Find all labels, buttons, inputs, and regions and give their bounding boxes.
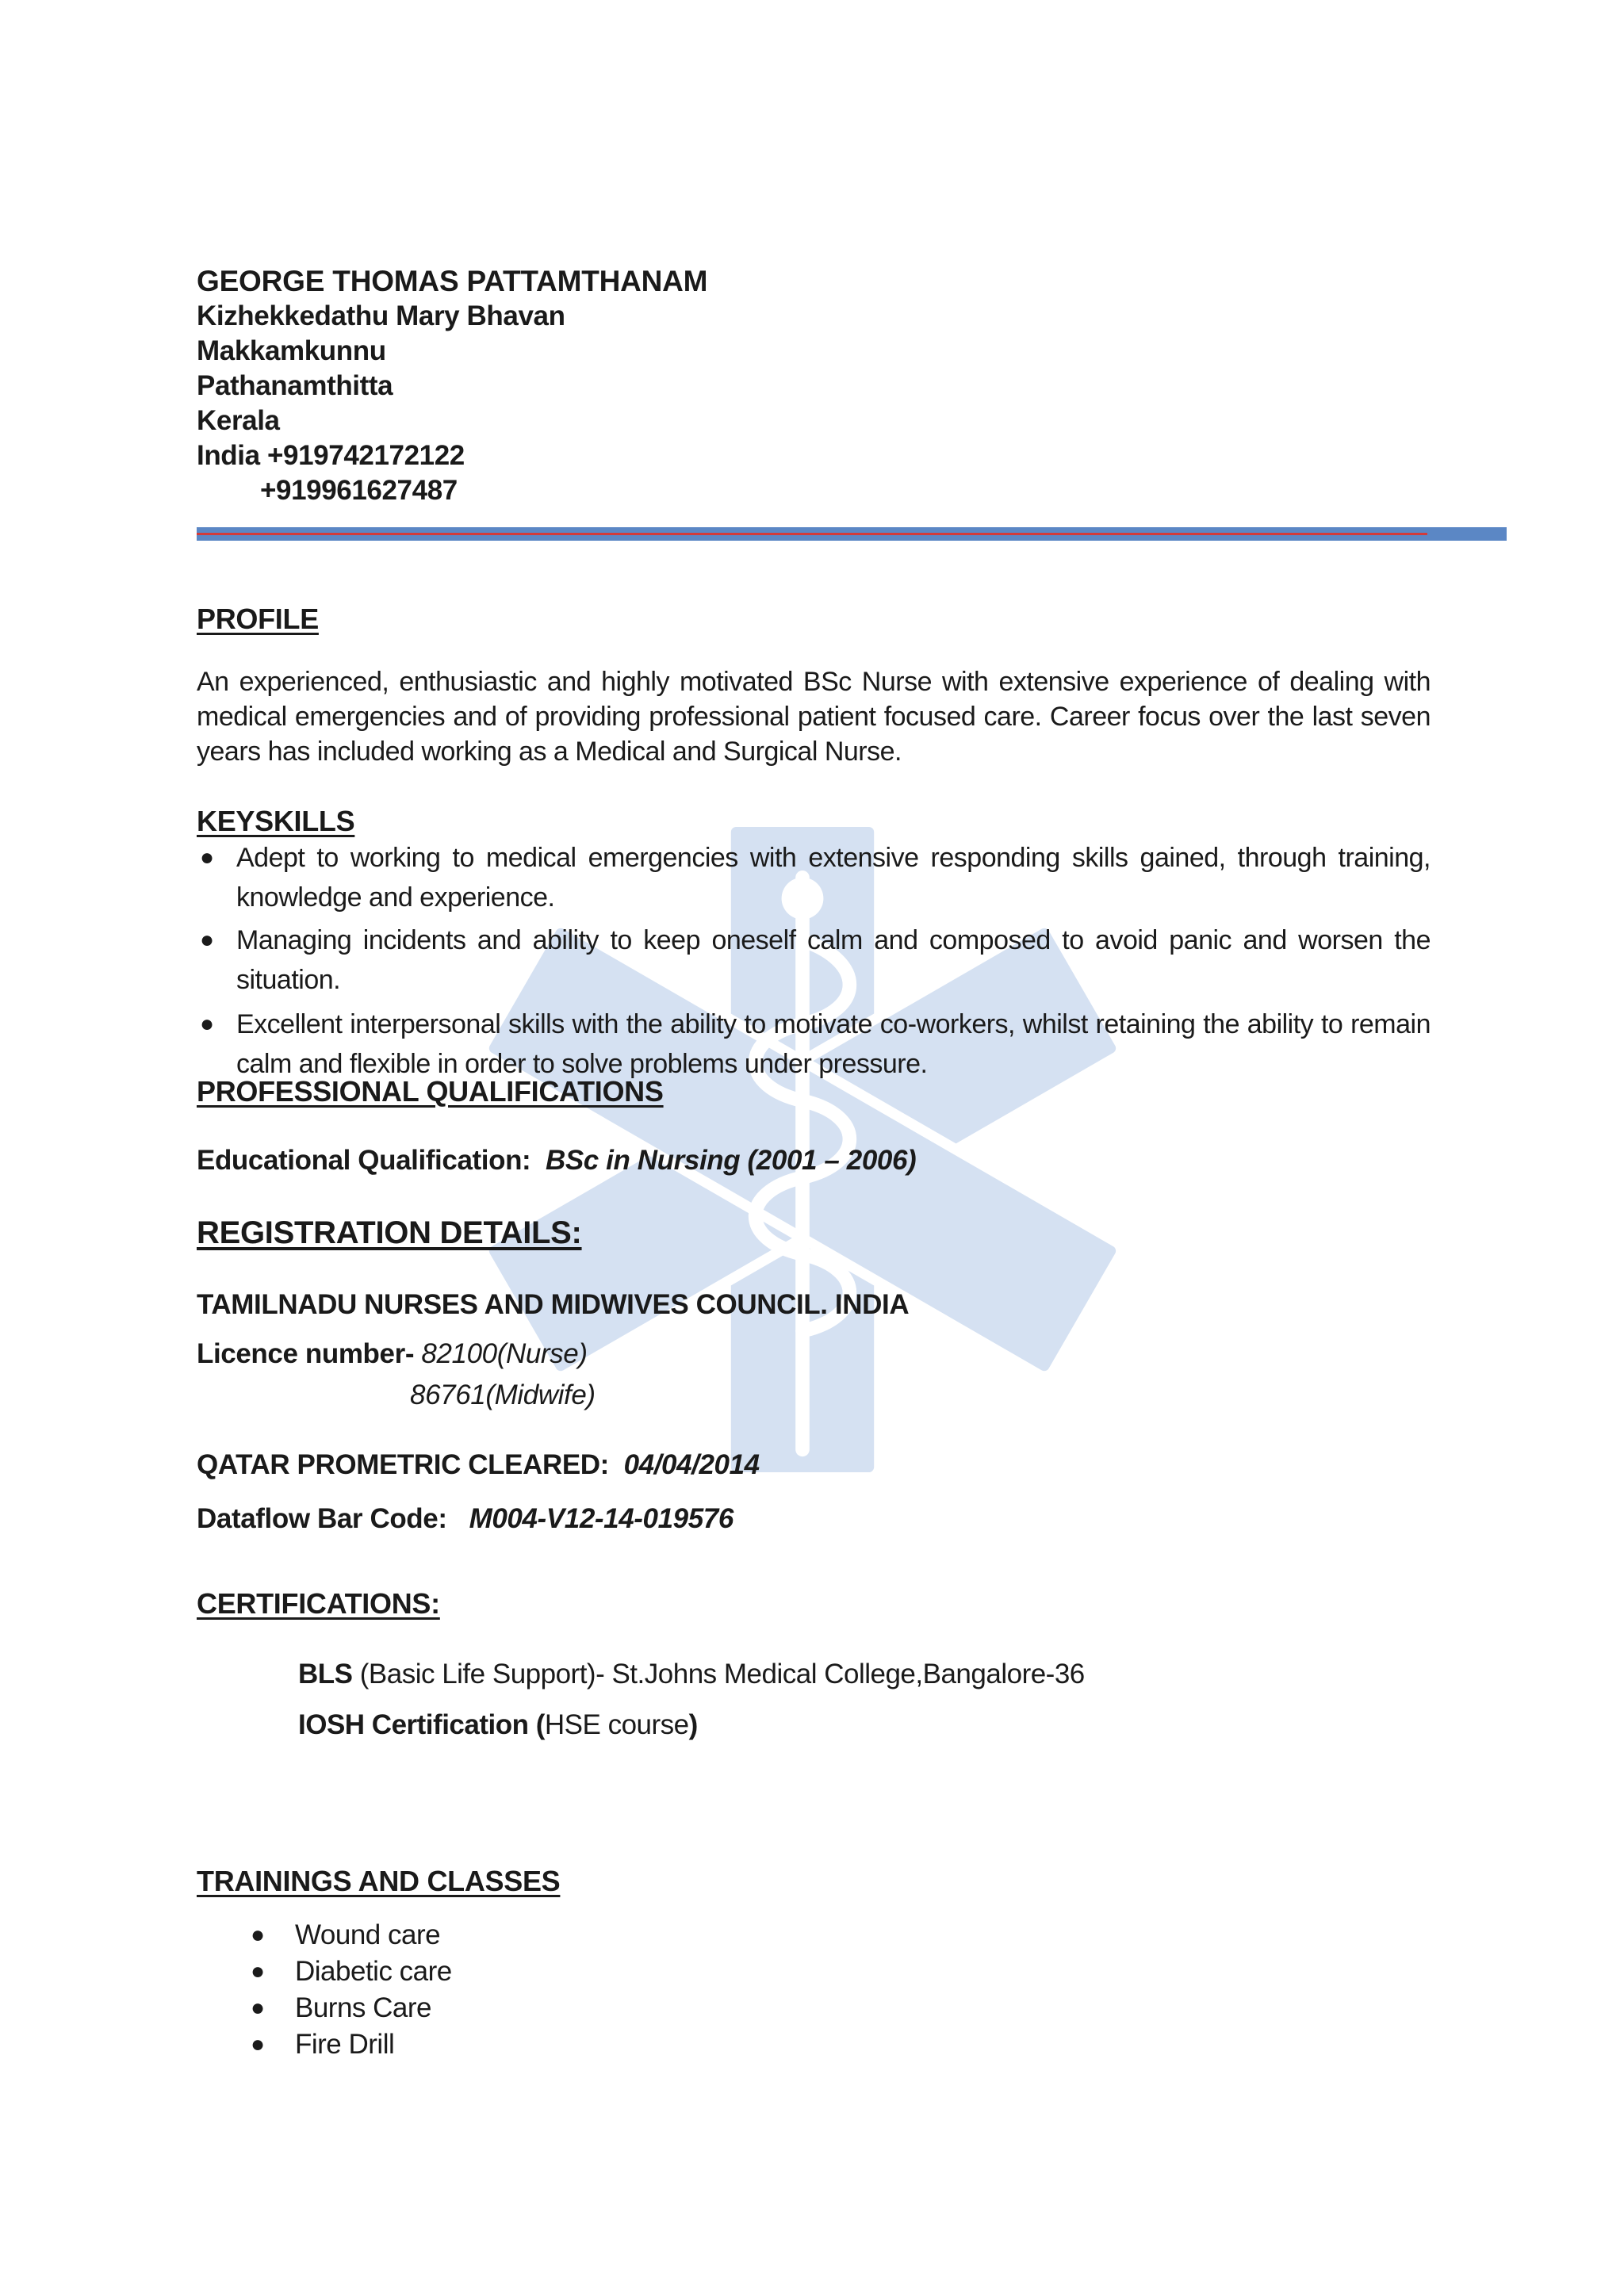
address-line-3: Pathanamthitta <box>197 370 393 401</box>
list-item: ● Adept to working to medical emergencies with extensive responding skills gained, through training, knowledge and experience. <box>197 838 1431 917</box>
list-item: ● Burns Care <box>197 1990 452 2026</box>
prometric-label: QATAR PROMETRIC CLEARED: <box>197 1449 609 1480</box>
header-divider-red <box>197 533 1427 535</box>
list-item: ● Excellent interpersonal skills with the ability to motivate co-workers, whilst retaining the ability to remain calm and flexible in order to solve problems under pressure. <box>197 1004 1431 1084</box>
bullet-icon: ● <box>251 2031 265 2057</box>
bullet-icon: ● <box>200 1011 214 1037</box>
keyskills-heading: KEYSKILLS <box>197 805 355 837</box>
cert-iosh: IOSH Certification (HSE course) <box>298 1709 698 1740</box>
education-value: BSc in Nursing (2001 – 2006) <box>545 1145 917 1176</box>
phone-number-1: +919742172122 <box>267 440 465 471</box>
certifications-heading: CERTIFICATIONS: <box>197 1587 440 1620</box>
dataflow-row <box>197 1503 733 1535</box>
bullet-icon: ● <box>251 1958 265 1984</box>
list-item: ● Managing incidents and ability to keep oneself calm and composed to avoid panic and worsen the situation. <box>197 920 1431 1000</box>
address-line-2: Makkamkunnu <box>197 335 386 366</box>
licence-midwife: 86761(Midwife) <box>410 1380 596 1410</box>
prometric-date: 04/04/2014 <box>623 1449 760 1480</box>
dataflow-label: Dataflow Bar Code: <box>197 1503 447 1534</box>
bullet-icon: ● <box>200 844 214 871</box>
bullet-icon: ● <box>251 1922 265 1948</box>
country-phone-line <box>197 438 707 473</box>
list-item: ● Fire Drill <box>197 2026 452 2063</box>
keyskills-list <box>197 838 1431 1084</box>
education-label: Educational Qualification: <box>197 1145 531 1176</box>
profile-text: An experienced, enthusiastic and highly motivated BSc Nurse with extensive experience of dealing with medical emergencies and of providing professional patient focused care. Career focus over the last seven years has included working as a Medical and Surgical Nurse. <box>197 667 1431 767</box>
cert-bls: BLS (Basic Life Support)- St.Johns Medical College,Bangalore-36 <box>298 1659 1085 1689</box>
address-line-4: Kerala <box>197 405 280 436</box>
licence-row <box>197 1338 588 1370</box>
licence-nurse: 82100(Nurse) <box>421 1338 588 1369</box>
bullet-icon: ● <box>200 927 214 953</box>
registration-heading: REGISTRATION DETAILS: <box>197 1215 582 1250</box>
bullet-icon: ● <box>251 1995 265 2021</box>
trainings-heading: TRAININGS AND CLASSES <box>197 1865 561 1897</box>
list-item: ● Diabetic care <box>197 1954 452 1990</box>
profile-heading: PROFILE <box>197 603 319 635</box>
prometric-row <box>197 1449 760 1481</box>
list-item: ● Wound care <box>197 1917 452 1954</box>
country: India <box>197 440 260 471</box>
trainings-list <box>197 1917 452 2063</box>
licence-label: Licence number- <box>197 1338 415 1369</box>
dataflow-code: M004-V12-14-019576 <box>469 1503 733 1534</box>
address-line-1: Kizhekkedathu Mary Bhavan <box>197 300 565 331</box>
council-name: TAMILNADU NURSES AND MIDWIVES COUNCIL. INDIA <box>197 1289 910 1320</box>
applicant-name: GEORGE THOMAS PATTAMTHANAM <box>197 265 708 297</box>
qualifications-heading: PROFESSIONAL QUALIFICATIONS <box>197 1075 664 1108</box>
phone-number-2: +919961627487 <box>260 475 458 506</box>
education-row <box>197 1145 916 1177</box>
contact-header <box>197 264 707 508</box>
